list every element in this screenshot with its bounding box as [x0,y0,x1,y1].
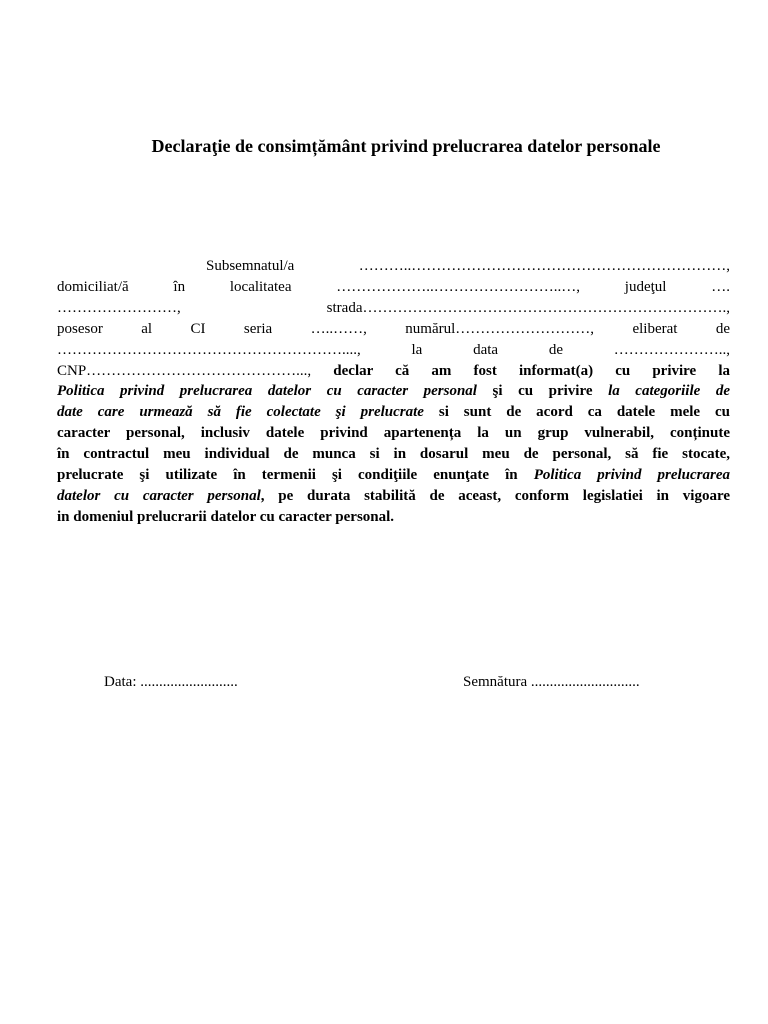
paragraph-line [57,298,730,319]
text-run: si sunt de acord ca datele mele cu [423,404,730,421]
text-run: caracter personal, inclusiv datele privind apartenența la un grup vulnerabil, conținute [57,425,730,442]
text-run: ……………………, strada………………………………………………………………., [57,299,730,316]
text-run: Subsemnatul/a ………..………………………………………………………, [206,258,730,274]
paragraph-line [57,319,730,340]
text-run: Politica privind prelucrarea datelor cu caracter personal [57,383,477,400]
paragraph-line [57,507,730,528]
text-run: prelucrate şi utilizate în termenii şi condiţiile enunţate în [57,467,534,484]
signature-field: Semnătura ............................. [463,674,640,690]
paragraph-line [57,444,730,465]
text-run: posesor al CI seria …..……, numărul………………………, eliberat de [57,320,730,337]
paragraph-line [57,423,730,444]
consent-paragraph [57,256,730,528]
paragraph-line [57,465,730,486]
paragraph-line [57,486,730,507]
document-title: Declaraţie de consimțământ privind prelucrarea datelor personale [151,136,661,156]
paragraph-line [57,277,730,298]
date-field: Data: .......................... [104,674,238,690]
text-run: şi cu privire [476,383,609,400]
text-run: …………………………………………………...., la data de ………………….., [57,341,730,358]
text-run: domiciliat/ă în localitatea ………………..……………………..…, judeţul …. [57,278,730,295]
text-run: , pe durata stabilită de aceast, conform legislatiei in vigoare [260,487,730,504]
text-run: declar că am fost informat(a) cu privire la [311,362,730,379]
paragraph-line [57,402,730,423]
text-run: la categoriile de [608,383,730,400]
text-run: date care urmează să fie colectate şi prelucrate [57,404,424,421]
text-run: în contractul meu individual de munca si in dosarul meu de personal, să fie stocate, [57,446,730,463]
text-run: CNP……………………………………..., [57,362,312,379]
text-run: Politica privind prelucrarea [533,467,730,484]
paragraph-line [57,381,730,402]
text-run: datelor cu caracter personal [57,487,261,504]
paragraph-line [57,256,730,277]
paragraph-line [57,340,730,361]
text-run: in domeniul prelucrarii datelor cu caracter personal. [57,508,395,525]
paragraph-line [57,361,730,382]
